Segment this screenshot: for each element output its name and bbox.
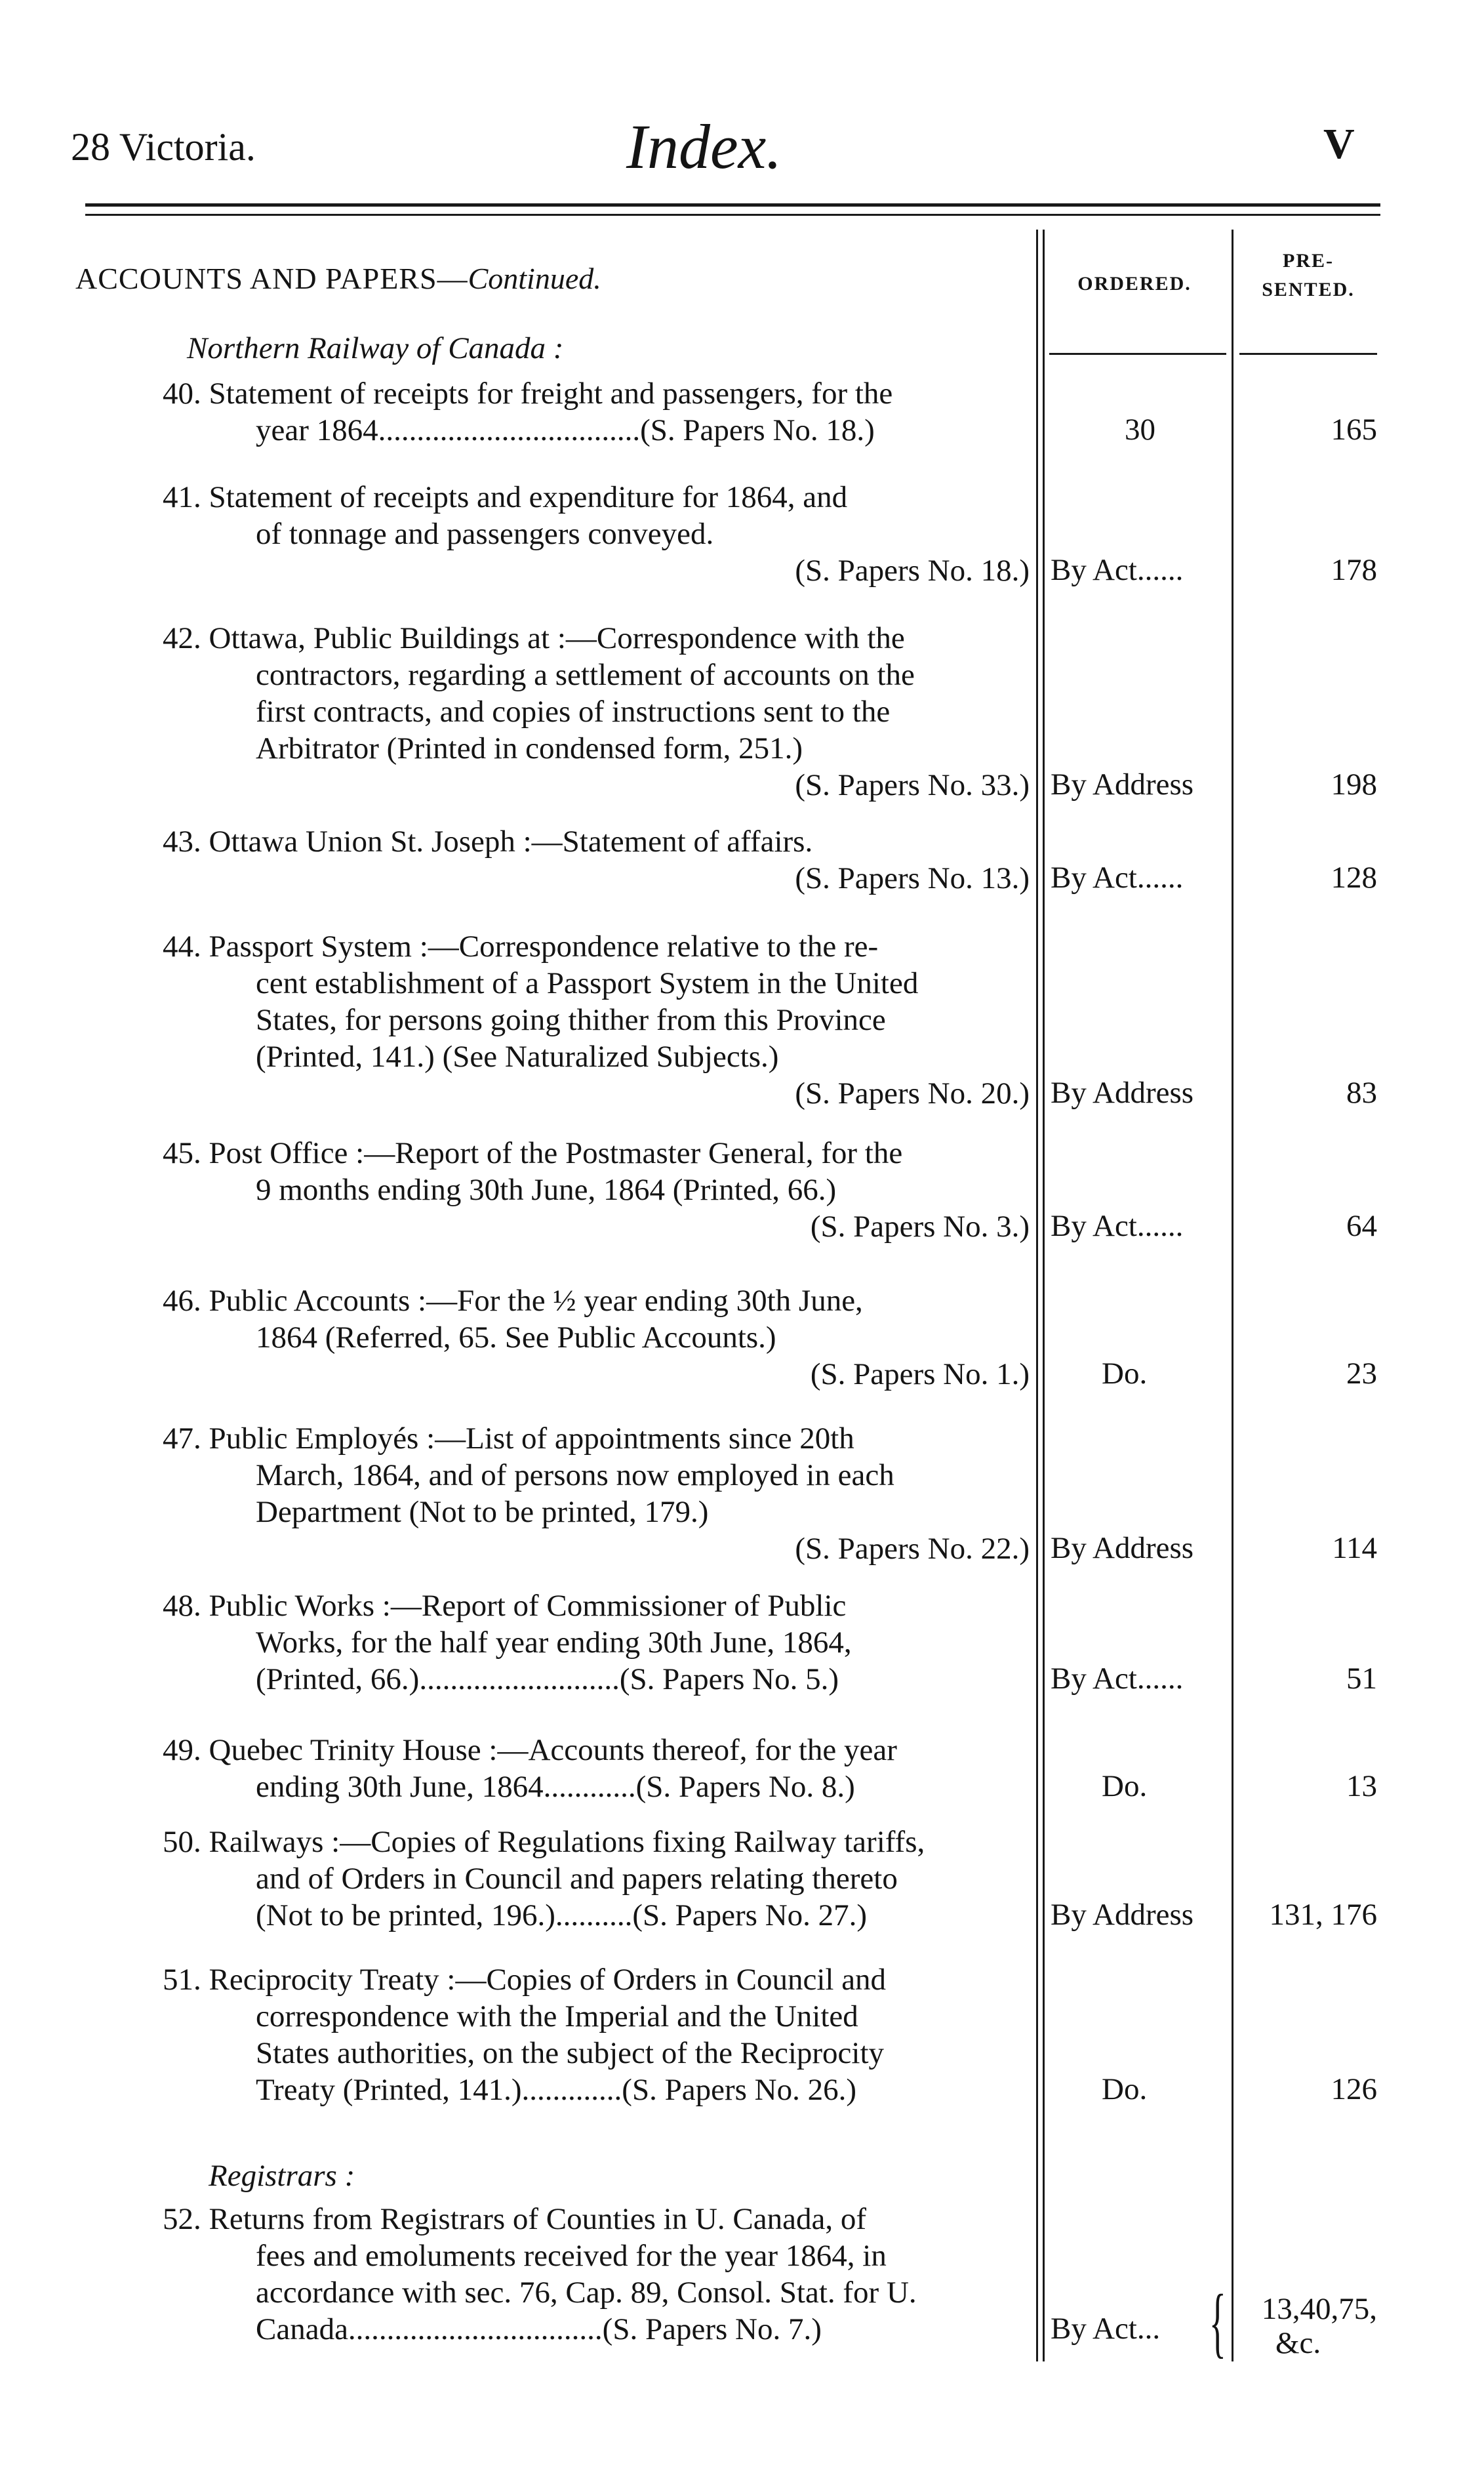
entry-ordered: Do. xyxy=(1102,2072,1148,2106)
entry-presented: 165 xyxy=(1331,413,1377,447)
entry-line: contractors, regarding a settlement of accounts on the xyxy=(256,658,915,692)
page-header-title: Index. xyxy=(626,112,782,182)
header-rule-thick xyxy=(85,203,1380,207)
entry-line: (S. Papers No. 13.) xyxy=(795,861,1030,895)
column-header-underline-presented xyxy=(1239,353,1377,355)
entry-line: 52. Returns from Registrars of Counties in U. Canada, of xyxy=(163,2202,866,2236)
entry-line: year 1864..................................(S. Papers No. 18.) xyxy=(256,413,875,447)
column-header-presented-line2: SENTED. xyxy=(1262,279,1355,300)
entry-presented: 128 xyxy=(1331,861,1377,895)
entry-ordered: By Act...... xyxy=(1051,1209,1184,1243)
entry-ordered: By Act... xyxy=(1051,2312,1161,2346)
entry-line: 48. Public Works :—Report of Commissioner of Public xyxy=(163,1589,847,1623)
entry-line: (S. Papers No. 33.) xyxy=(795,768,1030,802)
entry-line: Arbitrator (Printed in condensed form, 251.) xyxy=(256,731,803,766)
subheading-northern-railway: Northern Railway of Canada : xyxy=(187,331,564,365)
entry-line: Treaty (Printed, 141.).............(S. Papers No. 26.) xyxy=(256,2073,856,2107)
entry-line: Department (Not to be printed, 179.) xyxy=(256,1495,709,1529)
entry-ordered: By Act...... xyxy=(1051,553,1184,587)
entry-presented-line2: &c. xyxy=(1275,2326,1321,2360)
entry-line: States authorities, on the subject of the Reciprocity xyxy=(256,2036,885,2070)
entry-presented: 23 xyxy=(1346,1357,1377,1391)
section-continued: Continued. xyxy=(468,262,601,295)
entry-presented: 178 xyxy=(1331,553,1377,587)
entry-line: first contracts, and copies of instructions sent to the xyxy=(256,695,891,729)
entry-line: 40. Statement of receipts for freight and passengers, for the xyxy=(163,377,893,411)
entry-ordered: Do. xyxy=(1102,1357,1148,1391)
entry-line: States, for persons going thither from this Province xyxy=(256,1003,886,1037)
entry-ordered: By Address xyxy=(1051,1531,1194,1565)
entry-line: (S. Papers No. 18.) xyxy=(795,554,1030,588)
entry-ordered: Do. xyxy=(1102,1769,1148,1803)
entry-line: and of Orders in Council and papers relating thereto xyxy=(256,1862,898,1896)
column-header-presented xyxy=(1243,247,1374,304)
entry-line: 47. Public Employés :—List of appointments since 20th xyxy=(163,1421,854,1456)
entry-brace-icon: { xyxy=(1209,2278,1226,2365)
entry-line: (S. Papers No. 1.) xyxy=(810,1357,1030,1391)
page-header-roman-numeral: V xyxy=(1323,120,1355,168)
entry-line: accordance with sec. 76, Cap. 89, Consol. Stat. for U. xyxy=(256,2276,917,2310)
entry-line: Works, for the half year ending 30th June, 1864, xyxy=(256,1625,852,1660)
entry-line: 43. Ottawa Union St. Joseph :—Statement of affairs. xyxy=(163,825,813,859)
entry-line: (Not to be printed, 196.)..........(S. Papers No. 27.) xyxy=(256,1898,868,1932)
entry-presented-line1: 13,40,75, xyxy=(1261,2292,1377,2326)
entry-line: fees and emoluments received for the year 1864, in xyxy=(256,2239,887,2273)
entry-line: (Printed, 141.) (See Naturalized Subjects.) xyxy=(256,1040,779,1074)
entry-presented: 131, 176 xyxy=(1269,1898,1377,1932)
entry-line: 1864 (Referred, 65. See Public Accounts.) xyxy=(256,1320,776,1355)
entry-ordered: By Act...... xyxy=(1051,861,1184,895)
column-header-ordered: ORDERED. xyxy=(1077,273,1192,295)
entry-line: 41. Statement of receipts and expenditure for 1864, and xyxy=(163,480,848,514)
section-title-text: ACCOUNTS AND PAPERS— xyxy=(75,262,468,295)
entry-line: (S. Papers No. 20.) xyxy=(795,1076,1030,1111)
entry-line: ending 30th June, 1864............(S. Papers No. 8.) xyxy=(256,1770,855,1804)
entry-line: of tonnage and passengers conveyed. xyxy=(256,517,714,551)
column-rule-left-a xyxy=(1036,230,1038,2361)
entry-presented: 51 xyxy=(1346,1662,1377,1696)
entry-line: 9 months ending 30th June, 1864 (Printed, 66.) xyxy=(256,1173,837,1207)
entry-presented: 126 xyxy=(1331,2072,1377,2106)
entry-presented: 114 xyxy=(1332,1531,1377,1565)
entry-line: 44. Passport System :—Correspondence relative to the re- xyxy=(163,929,879,964)
column-rule-left-b xyxy=(1043,230,1045,2361)
section-title xyxy=(75,261,601,296)
entry-ordered: By Address xyxy=(1051,1076,1194,1110)
entry-line: (S. Papers No. 3.) xyxy=(810,1210,1030,1244)
entry-line: cent establishment of a Passport System in the United xyxy=(256,966,919,1000)
entry-line: March, 1864, and of persons now employed in each xyxy=(256,1458,894,1492)
entry-line: (Printed, 66.)..........................(S. Papers No. 5.) xyxy=(256,1662,839,1696)
entry-presented: 83 xyxy=(1346,1076,1377,1110)
entry-line: 46. Public Accounts :—For the ½ year ending 30th June, xyxy=(163,1284,863,1318)
header-rule-thin xyxy=(85,214,1380,216)
entry-ordered: By Address xyxy=(1051,767,1194,802)
entry-presented: 64 xyxy=(1346,1209,1377,1243)
entry-line: 49. Quebec Trinity House :—Accounts thereof, for the year xyxy=(163,1733,897,1767)
entry-ordered: By Address xyxy=(1051,1898,1194,1932)
entry-line: (S. Papers No. 22.) xyxy=(795,1532,1030,1566)
entry-line: correspondence with the Imperial and the United xyxy=(256,1999,858,2033)
entry-presented: 13 xyxy=(1346,1769,1377,1803)
entry-line: 51. Reciprocity Treaty :—Copies of Orders in Council and xyxy=(163,1963,887,1997)
entry-ordered: By Act...... xyxy=(1051,1662,1184,1696)
column-rule-middle xyxy=(1232,230,1233,2361)
entry-ordered: 30 xyxy=(1125,413,1155,447)
entry-line: 45. Post Office :—Report of the Postmaster General, for the xyxy=(163,1136,903,1170)
entry-presented: 198 xyxy=(1331,767,1377,802)
subheading-registrars: Registrars : xyxy=(209,2159,355,2193)
page-header-left: 28 Victoria. xyxy=(71,125,256,169)
column-header-presented-line1: PRE- xyxy=(1283,250,1334,272)
entry-line: Canada.................................(S. Papers No. 7.) xyxy=(256,2312,822,2346)
column-header-underline-ordered xyxy=(1049,353,1226,355)
entry-line: 50. Railways :—Copies of Regulations fixing Railway tariffs, xyxy=(163,1825,925,1859)
entry-line: 42. Ottawa, Public Buildings at :—Correspondence with the xyxy=(163,621,905,655)
